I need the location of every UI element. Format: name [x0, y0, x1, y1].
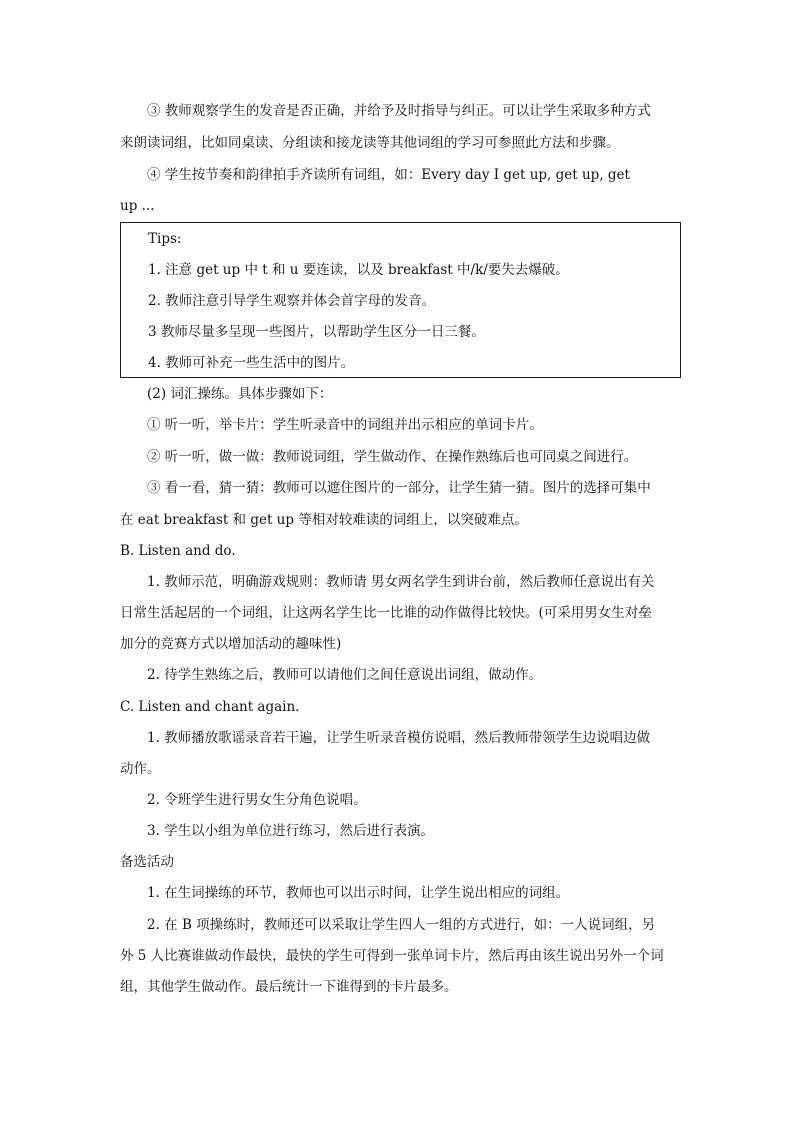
- tip-item: 2. 教师注意引导学生观察并体会首字母的发音。: [148, 293, 436, 309]
- step-3-line-2: 来朗读词组，比如同桌读、分组读和接龙读等其他词组的学习可参照此方法和步骤。: [120, 135, 620, 151]
- section-c-item-1-line-1: 1. 教师播放歌谣录音若干遍，让学生听录音模仿说唱，然后教师带领学生边说唱边做: [147, 730, 651, 746]
- section-2-step-1: ① 听一听，举卡片：学生听录音中的词组并出示相应的单词卡片。: [147, 417, 543, 433]
- section-b-item-2: 2. 待学生熟练之后，教师可以请他们之间任意说出词组，做动作。: [147, 667, 543, 683]
- section-2-title: (2) 词汇操练。具体步骤如下：: [147, 386, 333, 402]
- optional-item-2-line-2: 外 5 人比赛谁做动作最快，最快的学生可得到一张单词卡片，然后再由该生说出另外一个词: [120, 948, 664, 964]
- step-4-line-2: up ...: [120, 198, 155, 214]
- tip-item: 4. 教师可补充一些生活中的图片。: [148, 355, 355, 371]
- section-b-title: B. Listen and do.: [120, 543, 236, 559]
- section-b-item-1-line-2: 日常生活起居的一个词组，让这两名学生比一比谁的动作做得比较快。(可采用男女生对垒: [120, 605, 652, 621]
- optional-item-1: 1. 在生词操练的环节，教师也可以出示时间，让学生说出相应的词组。: [147, 885, 570, 901]
- section-b-item-1-line-3: 加分的竞赛方式以增加活动的趣味性): [120, 636, 342, 652]
- section-2-step-3-line-2: 在 eat breakfast 和 get up 等相对较难读的词组上，以突破难点。: [120, 512, 528, 528]
- section-b-item-1-line-1: 1. 教师示范，明确游戏规则：教师请 男女两名学生到讲台前，然后教师任意说出有关: [147, 574, 655, 590]
- section-2-step-3-line-1: ③ 看一看，猜一猜：教师可以遮住图片的一部分，让学生猜一猜。图片的选择可集中: [147, 480, 651, 496]
- tips-heading: Tips:: [148, 231, 182, 247]
- tip-item: 3 教师尽量多呈现一些图片，以帮助学生区分一日三餐。: [148, 324, 485, 340]
- tip-item: 1. 注意 get up 中 t 和 u 要连读，以及 breakfast 中/k/要失去爆破。: [148, 262, 569, 278]
- optional-activities-title: 备选活动: [120, 854, 174, 870]
- step-3-line-1: ③ 教师观察学生的发音是否正确，并给予及时指导与纠正。可以让学生采取多种方式: [147, 103, 651, 119]
- section-c-item-3: 3. 学生以小组为单位进行练习，然后进行表演。: [147, 823, 435, 839]
- step-4-line-1: ④ 学生按节奏和韵律拍手齐读所有词组，如：Every day I get up, get up, get: [147, 167, 630, 183]
- section-c-item-1-line-2: 动作。: [120, 761, 161, 777]
- tips-box: [120, 222, 681, 378]
- optional-item-2-line-1: 2. 在 B 项操练时，教师还可以采取让学生四人一组的方式进行，如：一人说词组，另: [147, 917, 656, 933]
- section-2-step-2: ② 听一听，做一做：教师说词组，学生做动作、在操作熟练后也可同桌之间进行。: [147, 449, 638, 465]
- section-c-title: C. Listen and chant again.: [120, 699, 300, 715]
- section-c-item-2: 2. 令班学生进行男女生分角色说唱。: [147, 792, 367, 808]
- optional-item-2-line-3: 组，其他学生做动作。最后统计一下谁得到的卡片最多。: [120, 979, 458, 995]
